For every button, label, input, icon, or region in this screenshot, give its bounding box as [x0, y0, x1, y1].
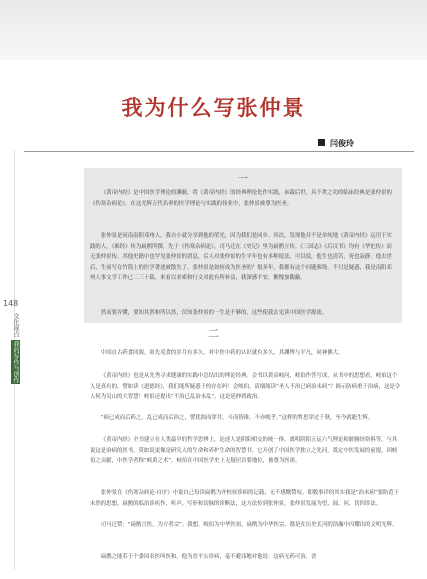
section-two-paragraph: 张仲景在《伤寒杂病论·自序》中说自己每读扁鹊为齐桓侯诊病的记载，无不感慨赞叹。即数事详的其实我是“治未病”要防范于未然的思想。扁鹊的临治诊疾作，听声、写形和切脉的诊断法，这方法传到张仲景，张仲景发展为望、闻、问、切四诊法。	[90, 490, 400, 507]
section-two-paragraph: 《黄帝内经》全书建立在人类最早的哲学思辨上，论述人是阴阳相交的统一体，离明阴阳五运六气理论和脏腑经络俱等，与其说这是治病的医书，莫如说更像是研究人的生命和养护生命的智慧书。它开创了中国医学独立之先河，奠定中医发展的前提。因岐伯之贡献，中医学者称“岐黄之术”，岐伯在中国医学史上无疑居首要地位，被尊为医祖。	[90, 437, 398, 465]
section-one-paragraph: 张仲景是河南南阳邓州人，我自小就分享到他的荣光，因为我们是同乡。其次，发现他并不是单纯地《黄帝内经》运用于实践的人，《难经》传为扁鹊所撰，先于《伤寒杂病论》，司马迁在《史记》里为扁鹊立传。《三国志》《后汉书》均有《华佗传》而无张仲景传，其他史籍中也罕见张仲景的消息，后人对张仲景的生平年也有多种说法，可以说，他生也清苦，死也寂静。他去世后，生前写在竹简上的医学著述被散失了。张仲景是如何成为医圣的？很多年，我都有这个问题萦绕。不只是疑惑，我是南阳邓州人事文学工作已二三十载，来看以求索和行文对此有所补益，我深感不安，惭愧加馥蔽。	[90, 233, 392, 282]
section-one-mark: 一	[238, 174, 248, 185]
section-two-paragraph: 扁鹊之能若于个委国名医叫医和，他为晋平公诊病，毫不避讳地对他说：这病无药可治，晋	[100, 554, 317, 560]
section-two-paragraph: 中国自古药食同源。祖先觅食的岁月有多久，对中医中药的认识就有多久，其渊博与平凡，同神佛大。	[100, 350, 344, 356]
section-two-mark: 二	[208, 327, 219, 340]
column-tag: 我的写作与创作	[12, 341, 19, 383]
section-two-paragraph: 《黄帝内经》也是从先秀寻求健康的实践中总结出的理论经典。会书以黄帝岐问，岐伯作答写成，从书中的思想看，岐伯这个人是真有的。譬如读《道德经》，我们能所疑惑于的存在吗！会岐伯，请细阅读“圣人不治已病治未病”？揭示防病重于治病，这是令人何为吴山的大智慧！岐伯还提出“不治已乱治未乱”，这是延伸到政治。	[90, 373, 401, 401]
page-number: 148	[3, 299, 19, 308]
author-name: 闫俊玲	[330, 139, 354, 148]
section-two-paragraph: “病已成而后药之，乱已成而后治之，譬犹渴而穿井，斗而铸锥，不亦晚乎。”这样的哲思穿过千秋，至今就能生辉。	[100, 415, 374, 421]
section-one-paragraph: 然而要弄懂，要知其然和所以然，仅知张仲景的一生是不够的，这些使我去见读中国医学源流。	[100, 310, 328, 316]
section-one-paragraph: 《黄帝内经》是中国医学理论的渊薮，将《黄帝内经》的经典理论化作实践，承载后世，具不世之功的临床经典是张仲景的《伤寒杂病论》，在这光辉万代名垂的医学理论与实践的伟业中，张仲景被尊为医圣。	[90, 190, 392, 207]
author-marker-icon	[318, 139, 325, 146]
column-label: 文化视点	[12, 313, 19, 337]
article-title: 我为什么写张仲景	[121, 96, 306, 120]
title-rule	[24, 151, 414, 152]
section-two-paragraph: 司马迁赞：“扁鹊言医，为方者宗”。我想，岐伯为中华医祖，扁鹊为中华医宗，都是在历史长河的浩瀚中闪耀出的文明光辉。	[100, 522, 398, 528]
header-band	[0, 0, 427, 60]
